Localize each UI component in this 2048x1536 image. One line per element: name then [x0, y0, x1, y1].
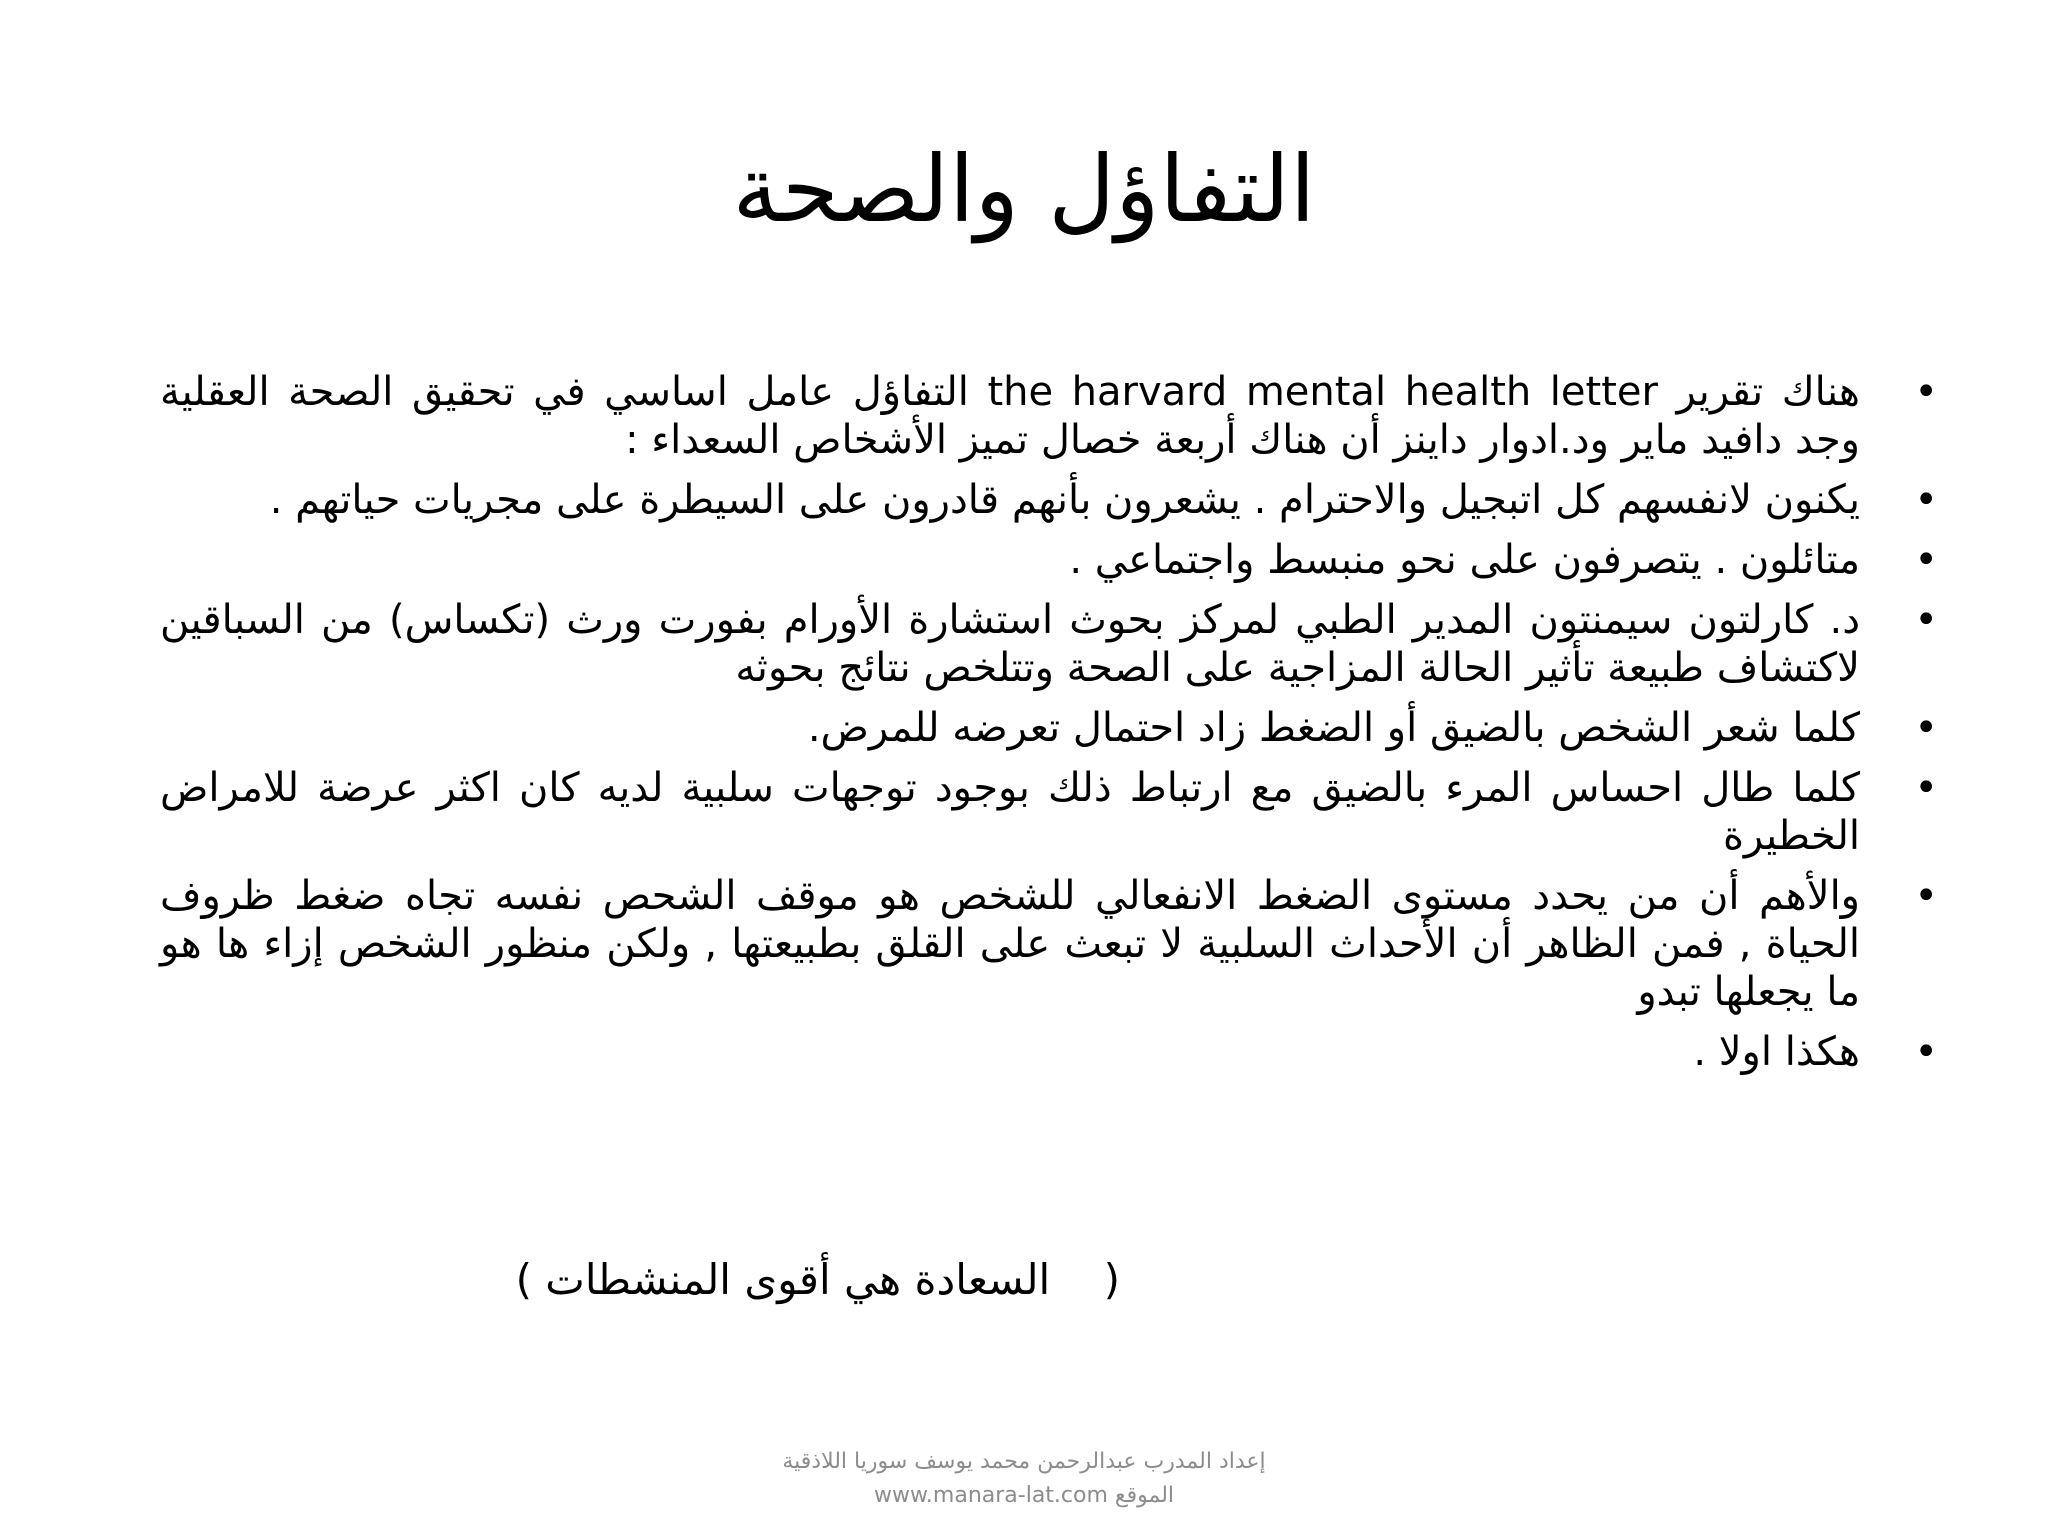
footer: [0, 1445, 2048, 1513]
bullet-icon: •: [1914, 477, 1938, 523]
bullet-item: [160, 596, 1960, 692]
bullet-item: [160, 476, 1960, 524]
bullet-icon: •: [1914, 873, 1938, 919]
bullet-icon: •: [1914, 369, 1938, 415]
bullet-icon: •: [1914, 537, 1938, 583]
slide-content: [160, 368, 1960, 1088]
bullet-icon: •: [1914, 765, 1938, 811]
bullet-icon: •: [1914, 705, 1938, 751]
slide-title: التفاؤل والصحة: [732, 136, 1316, 243]
bullet-item: [160, 704, 1960, 752]
bullet-text: هناك تقرير the harvard mental health letter التفاؤل عامل اساسي في تحقيق الصحة العقلية وجد دافيد ماير ود.ادوار داينز أن هناك أربعة خصال تميز الأشخاص السعداء :: [160, 369, 1861, 463]
bullet-item: [160, 536, 1960, 584]
bullet-icon: •: [1914, 1029, 1938, 1075]
bullet-text: د. كارلتون سيمنتون المدير الطبي لمركز بحوث استشارة الأورام بفورت ورث (تكساس) من السباقين لاكتشاف طبيعة تأثير الحالة المزاجية على الصحة وتتلخص نتائج بحوثه: [160, 597, 1860, 691]
bullet-item: [160, 1028, 1960, 1076]
bullet-item: [160, 764, 1960, 860]
bullet-text: متائلون . يتصرفون على نحو منبسط واجتماعي .: [1069, 537, 1860, 583]
bullet-item: [160, 368, 1960, 464]
bullet-icon: •: [1914, 597, 1938, 643]
bullet-item: [160, 872, 1960, 1016]
bullet-text: كلما شعر الشخص بالضيق أو الضغط زاد احتمال تعرضه للمرض.: [807, 705, 1860, 751]
footer-website: الموقع www.manara-lat.com: [873, 1483, 1175, 1508]
bullet-text: والأهم أن من يحدد مستوى الضغط الانفعالي للشخص هو موقف الشحص نفسه تجاه ضغط ظروف الحياة , فمن الظاهر أن الأحداث السلبية لا تبعث على القلق بطبيعتها , ولكن منظور الشخص إزاء ها هو ما يجعلها تبدو: [160, 873, 1860, 1015]
quote-text: ( السعادة هي أقوى المنشطات ): [515, 1255, 1120, 1304]
bullet-text: كلما طال احساس المرء بالضيق مع ارتباط ذلك بوجود توجهات سلبية لديه كان اكثر عرضة للامراض الخطيرة: [160, 765, 1860, 859]
bullet-text: يكنون لانفسهم كل اتبجيل والاحترام . يشعرون بأنهم قادرون على السيطرة على مجريات حياتهم .: [269, 477, 1860, 523]
bullet-list: [160, 368, 1960, 1076]
footer-author: إعداد المدرب عبدالرحمن محمد يوسف سوريا اللاذقية: [782, 1449, 1266, 1474]
bullet-text: هكذا اولا .: [1693, 1029, 1860, 1075]
